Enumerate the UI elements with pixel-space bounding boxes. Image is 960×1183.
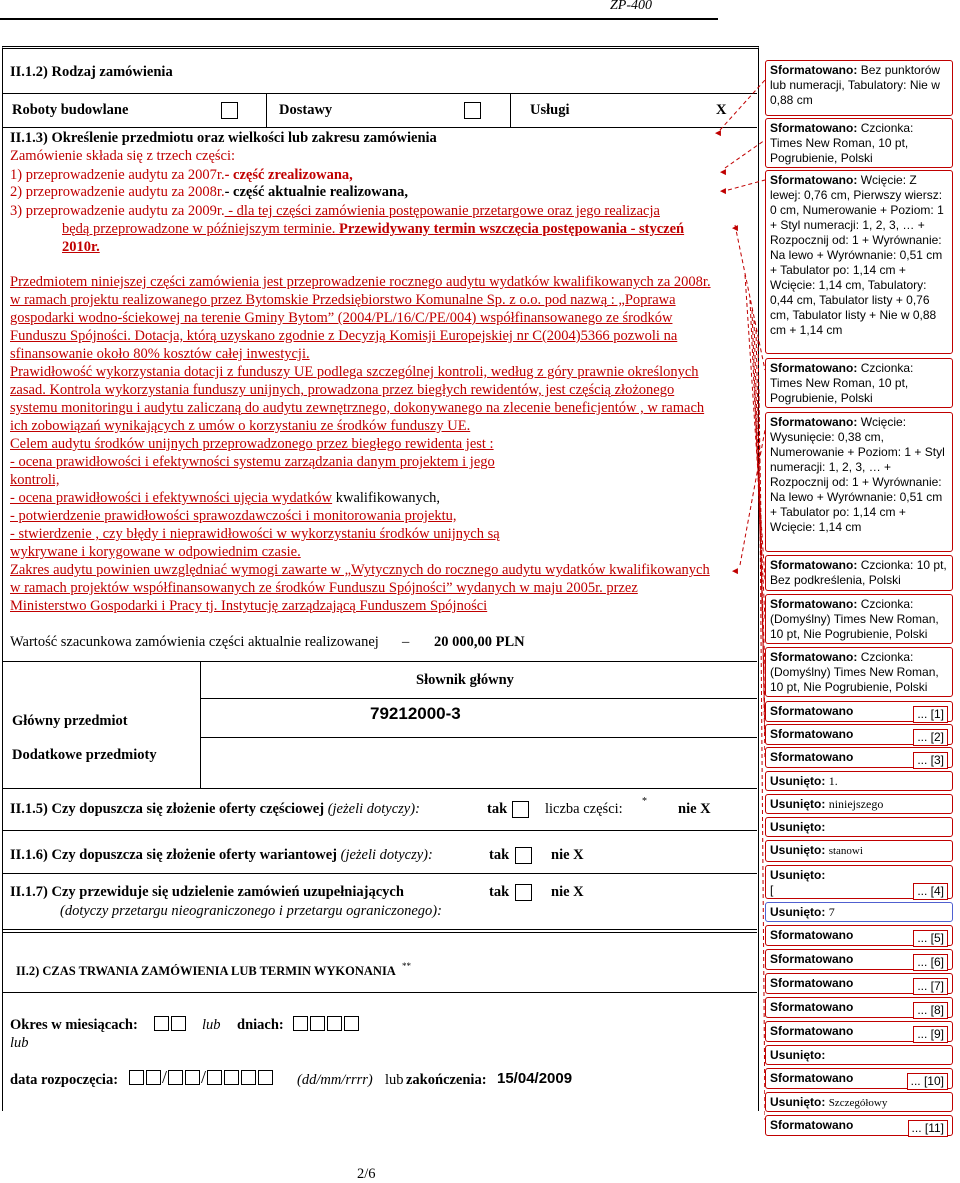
option-supplies-label: Dostawy (279, 102, 333, 118)
change-balloon[interactable]: Sformatowano: Wcięcie: Wysunięcie: 0,38 cm, Numerowanie + Poziom: 1 + Styl numeracji: 1, 2, 3, … + Rozpocznij od: 1 + Wyrównanie: Na lewo + Wyrównanie: 0,51 cm + Tabulator po: 1,14 cm + Wcięcie: 1,14 cm (765, 412, 953, 552)
months-label: Okres w miesiącach: (10, 1017, 138, 1033)
subject-line: będą przeprowadzone w późniejszym terminie. Przewidywany termin wszczęcia postępowania - styczeń (62, 221, 685, 237)
subject-line: 2) przeprowadzenie audytu za 2008r.- część aktualnie realizowana, (10, 184, 408, 200)
footnote-star: * (642, 796, 647, 807)
start-date-label: data rozpoczęcia: (10, 1072, 119, 1088)
change-connectors (600, 60, 765, 1140)
change-marker: ◄ (730, 223, 740, 234)
change-balloon[interactable]: Sformatowano ... [1] (765, 701, 953, 722)
change-balloon[interactable]: Sformatowano ... [5] (765, 925, 953, 946)
or-label: lub (10, 1035, 29, 1051)
change-balloon[interactable]: Sformatowano ... [3] (765, 747, 953, 768)
form-code: ZP-400 (610, 0, 652, 13)
estimated-value: 20 000,00 PLN (434, 634, 525, 650)
end-date-value: 15/04/2009 (497, 1070, 573, 1087)
change-balloon[interactable]: Usunięto: [ ... [4] (765, 865, 953, 899)
change-balloon[interactable]: Usunięto: Szczegółowy (765, 1092, 953, 1112)
partial-offer-no[interactable]: nie X (678, 801, 711, 817)
description-line: ich zobowiązań wynikających z umów o korzystaniu ze środków funduszy UE. (10, 418, 471, 434)
description-line: Ministerstwo Gospodarki i Pracy tj. Instytucję zarządzającą Funduszem Spójności (10, 598, 488, 614)
supplementary-orders-hint: (dotyczy przetargu nieograniczonego i przetargu ograniczonego): (60, 903, 442, 919)
subject-line: 3) przeprowadzenie audytu za 2009r. - dla tej części zamówienia postępowanie przetargowe oraz jego realizacja (10, 203, 660, 219)
description-line: - stwierdzenie , czy błędy i nieprawidłowości w wykorzystaniu środków unijnych są (10, 526, 500, 542)
description-line: w ramach projektów współfinansowanych ze środków Funduszu Spójności” wydanych w maju 2005r. przez (10, 580, 638, 596)
parts-count-label: liczba części: (545, 801, 623, 817)
footnote-star: ** (402, 961, 411, 971)
change-balloon[interactable]: Sformatowano: Czcionka: Times New Roman, 10 pt, Pogrubienie, Polski (765, 118, 953, 168)
cpv-main-label: Główny przedmiot (12, 713, 128, 729)
option-services-label: Usługi (530, 102, 570, 118)
estimated-value-label: Wartość szacunkowa zamówienia części aktualnie realizowanej (10, 634, 379, 650)
change-balloon[interactable]: Sformatowano: Czcionka: Times New Roman, 10 pt, Pogrubienie, Polski (765, 358, 953, 408)
supplementary-yes-checkbox[interactable] (515, 884, 532, 901)
or-label: lub (385, 1072, 404, 1088)
variant-offer-no[interactable]: nie X (551, 847, 584, 863)
description-line: zasad. Kontrola wykorzystania funduszy unijnych, prowadzona przez biegłych rewidentów, jest częścią złożonego (10, 382, 675, 398)
description-line: Zakres audytu powinien uwzględniać wymogi zawarte w „Wytycznych do rocznego audytu wydatków kwalifikowanych (10, 562, 710, 578)
start-date-boxes[interactable]: / / (128, 1068, 274, 1086)
description-line: sfinansowanie około 80% kosztów całej inwestycji. (10, 346, 310, 362)
partial-offer-yes-checkbox[interactable] (512, 801, 529, 818)
divider (266, 93, 267, 127)
change-balloon[interactable]: Usunięto: 7 (765, 902, 953, 922)
change-balloon[interactable]: Sformatowano ... [7] (765, 973, 953, 994)
section-title-order-type: II.1.2) Rodzaj zamówienia (10, 64, 173, 80)
description-line: Prawidłowość wykorzystania dotacji z funduszy UE podlega szczególnej kontroli, według z góry prawnie określonych (10, 364, 699, 380)
change-balloon[interactable]: Usunięto: (765, 1045, 953, 1065)
variant-offer-yes-label: tak (489, 847, 510, 863)
header-rule (0, 18, 718, 20)
change-balloon[interactable]: Sformatowano: Bez punktorów lub numeracji, Tabulatory: Nie w 0,88 cm (765, 60, 953, 116)
page-number: 2/6 (357, 1166, 376, 1182)
description-line: Funduszu Spójności. Dotacja, którą uzyskano zgodnie z Decyzją Komisji Europejskiej nr C(2004)5366 pozwoli na (10, 328, 678, 344)
change-marker: ◄ (718, 167, 728, 178)
option-supplies-checkbox[interactable] (464, 102, 481, 119)
change-balloon[interactable]: Sformatowano ... [2] (765, 724, 953, 745)
cpv-main-code: 79212000-3 (370, 704, 461, 723)
cpv-additional-label: Dodatkowe przedmioty (12, 747, 157, 763)
days-boxes[interactable] (292, 1016, 360, 1034)
months-boxes[interactable] (153, 1016, 187, 1034)
supplementary-yes-label: tak (489, 884, 510, 900)
option-services-mark[interactable]: X (716, 102, 727, 118)
change-balloon[interactable]: Sformatowano: Czcionka: (Domyślny) Times New Roman, 10 pt, Nie Pogrubienie, Polski (765, 594, 953, 644)
description-line: wykrywane i korygowane w odpowiednim czasie. (10, 544, 301, 560)
change-balloon[interactable]: Usunięto: (765, 817, 953, 837)
change-marker: ◄ (713, 128, 723, 139)
variant-offer-yes-checkbox[interactable] (515, 847, 532, 864)
section-title-subject: II.1.3) Określenie przedmiotu oraz wielkości lub zakresu zamówienia (10, 130, 437, 146)
description-line: w ramach projektu realizowanego przez Bytomskie Przedsiębiorstwo Komunalne Sp. z o.o. pod nazwą : „Poprawa (10, 292, 676, 308)
change-balloon[interactable]: Sformatowano ... [6] (765, 949, 953, 970)
change-balloon[interactable]: Sformatowano ... [8] (765, 997, 953, 1018)
change-balloon[interactable]: Usunięto: niniejszego (765, 794, 953, 814)
change-balloon[interactable]: Usunięto: 1. (765, 771, 953, 791)
end-date-label: zakończenia: (406, 1072, 487, 1088)
change-marker: ◄ (718, 186, 728, 197)
change-balloon[interactable]: Sformatowano ... [11] (765, 1115, 953, 1136)
option-works-label: Roboty budowlane (12, 102, 129, 118)
change-balloon[interactable]: Sformatowano: Wcięcie: Z lewej: 0,76 cm, Pierwszy wiersz: 0 cm, Numerowanie + Poziom: 1 + Styl numeracji: 1, 2, 3, … + Rozpocznij od: 1 + Wyrównanie: Na lewo + Wyrównanie: 0,51 cm + Tabulator po: 1,14 cm + Wcięcie: 1,14 cm, Tabulatory: 0,44 cm, Tabulator listy + 0,76 cm, Tabulator listy + Nie w 0,88 cm + 1,14 cm (765, 170, 953, 354)
change-balloon[interactable]: Usunięto: stanowi (765, 840, 953, 862)
description-line: - ocena prawidłowości i efektywności systemu zarządzania danym projektem i jego (10, 454, 495, 470)
supplementary-no[interactable]: nie X (551, 884, 584, 900)
cpv-header: Słownik główny (416, 672, 514, 688)
change-balloon[interactable]: Sformatowano ... [9] (765, 1021, 953, 1042)
description-line: - ocena prawidłowości i efektywności ujęcia wydatków kwalifikowanych, (10, 490, 441, 506)
description-line: Przedmiotem niniejszej części zamówienia jest przeprowadzenie rocznego audytu wydatków kwalifikowanych za 2008r. (10, 274, 711, 290)
or-label: lub (202, 1017, 221, 1033)
date-format-hint: (dd/mm/rrrr) (297, 1072, 373, 1088)
description-line: systemu monitoringu i audytu zaliczaną do audytu zewnętrznego, dokonywanego na zlecenie beneficjentów , w ramach (10, 400, 705, 416)
partial-offer-question: II.1.5) Czy dopuszcza się złożenie oferty częściowej (jeżeli dotyczy): (10, 801, 420, 817)
description-line: - potwierdzenie prawidłowości sprawozdawczości i monitorowania projektu, (10, 508, 457, 524)
divider (510, 93, 511, 127)
change-balloon[interactable]: Sformatowano: Czcionka: 10 pt, Bez podkreślenia, Polski (765, 555, 953, 591)
section-title-duration: II.2) CZAS TRWANIA ZAMÓWIENIA LUB TERMIN WYKONANIA (16, 964, 396, 978)
change-balloon[interactable]: Sformatowano: Czcionka: (Domyślny) Times New Roman, 10 pt, Nie Pogrubienie, Polski (765, 647, 953, 697)
change-marker: ◄ (730, 566, 740, 577)
supplementary-orders-question: II.1.7) Czy przewiduje się udzielenie zamówień uzupełniających (10, 884, 404, 900)
partial-offer-yes-label: tak (487, 801, 508, 817)
divider (200, 661, 201, 788)
description-line: kontroli, (10, 472, 60, 488)
subject-line: Zamówienie składa się z trzech części: (10, 148, 236, 164)
change-balloon[interactable]: Sformatowano ... [10] (765, 1068, 953, 1089)
days-label: dniach: (237, 1017, 284, 1033)
option-works-checkbox[interactable] (221, 102, 238, 119)
description-line: gospodarki wodno-ściekowej na terenie Gminy Bytom” (2004/PL/16/C/PE/004) współfinansowanego ze środków (10, 310, 673, 326)
variant-offer-question: II.1.6) Czy dopuszcza się złożenie oferty wariantowej (jeżeli dotyczy): (10, 847, 433, 863)
description-line: Celem audytu środków unijnych przeprowadzonego przez biegłego rewidenta jest : (10, 436, 494, 452)
subject-line: 1) przeprowadzenie audytu za 2007r.- część zrealizowana, (10, 167, 353, 183)
estimated-value-dash: – (402, 634, 410, 650)
subject-line: 2010r. (62, 239, 100, 255)
